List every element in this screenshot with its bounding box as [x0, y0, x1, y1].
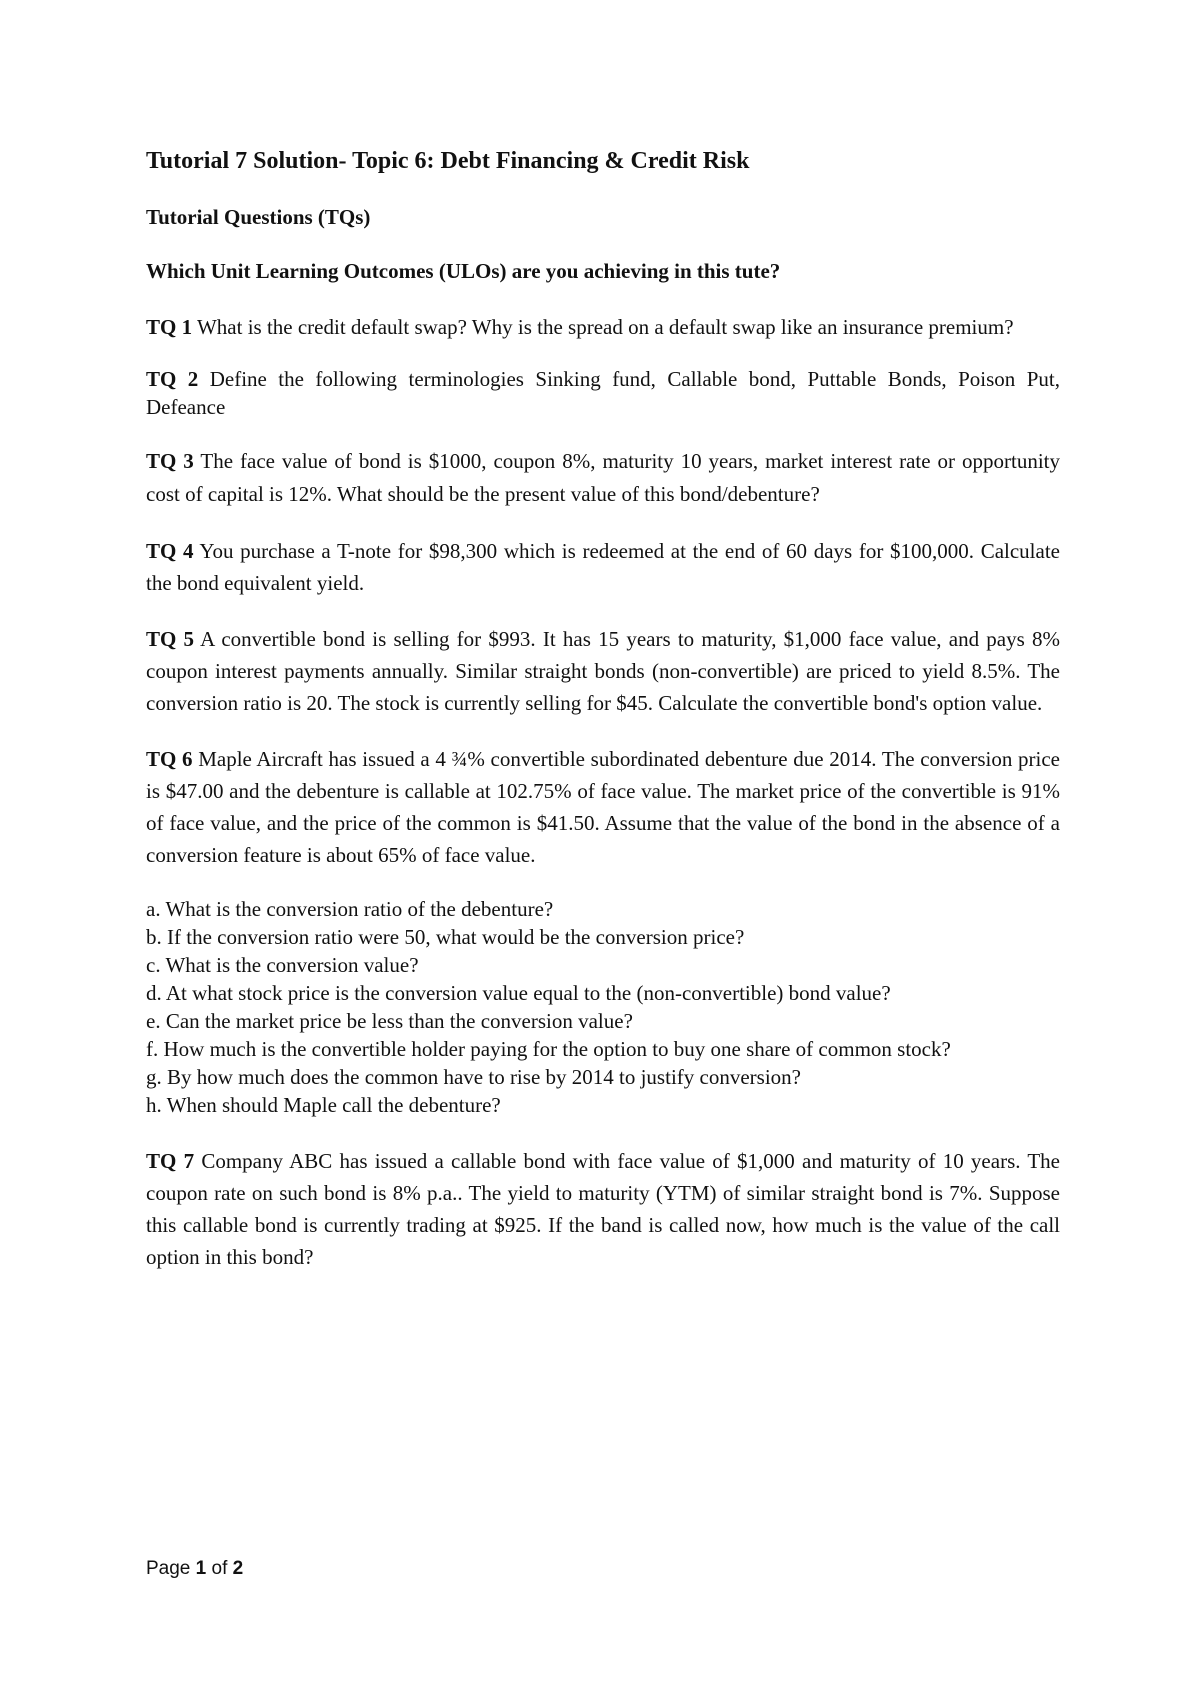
ulo-question: Which Unit Learning Outcomes (ULOs) are you achieving in this tute? [146, 259, 781, 284]
question-text: Company ABC has issued a callable bond with face value of $1,000 and maturity of 10 years. The coupon rate on such bond is 8% p.a.. The yield to maturity (YTM) of similar straight bond is 7%. Suppose this callable bond is currently trading at $925. If the band is called now, how much is the value of the call option in this bond? [146, 1148, 1061, 1269]
document-title: Tutorial 7 Solution- Topic 6: Debt Financing & Credit Risk [146, 148, 750, 174]
question-tq7 [146, 1145, 1060, 1273]
question-label: TQ 7 [146, 1148, 195, 1173]
question-label: TQ 6 [146, 746, 193, 771]
of-word: of [206, 1558, 233, 1579]
question-text: Maple Aircraft has issued a 4 ¾% convertible subordinated debenture due 2014. The conversion price is $47.00 and the debenture is callable at 102.75% of face value. The market price of the convertible is 91% of face value, and the price of the common is $41.50. Assume that the value of the bond in the absence of a conversion feature is about 65% of face value. [146, 746, 1060, 867]
list-item: e. Can the market price be less than the conversion value? [146, 1008, 633, 1033]
page-number-footer [146, 1558, 243, 1580]
list-item: a. What is the conversion ratio of the debenture? [146, 896, 554, 921]
section-heading: Tutorial Questions (TQs) [146, 205, 371, 229]
question-tq5 [146, 623, 1060, 719]
question-text: Define the following terminologies Sinking fund, Callable bond, Puttable Bonds, Poison Put, Defeance [146, 366, 1060, 419]
question-label: TQ 1 [146, 314, 193, 339]
question-label: TQ 4 [146, 538, 194, 563]
list-item: f. How much is the convertible holder paying for the option to buy one share of common stock? [146, 1036, 951, 1061]
question-label: TQ 2 [146, 366, 199, 391]
question-text: A convertible bond is selling for $993. It has 15 years to maturity, $1,000 face value, and pays 8% coupon interest payments annually. Similar straight bonds (non-convertible) are priced to yield 8.5%. The conversion ratio is 20. The stock is currently selling for $45. Calculate the convertible bond's option value. [146, 626, 1060, 715]
list-item: c. What is the conversion value? [146, 952, 419, 977]
tq6-parts-list [146, 895, 1060, 1119]
page-word: Page [146, 1558, 196, 1579]
question-tq4 [146, 535, 1060, 599]
list-item: d. At what stock price is the conversion value equal to the (non-convertible) bond value? [146, 980, 891, 1005]
question-label: TQ 3 [146, 448, 194, 473]
question-tq3 [146, 445, 1060, 511]
page-current: 1 [195, 1558, 207, 1579]
question-text: You purchase a T-note for $98,300 which is redeemed at the end of 60 days for $100,000. Calculate the bond equivalent yield. [146, 538, 1060, 595]
page-total: 2 [232, 1558, 244, 1579]
question-tq2 [146, 365, 1060, 421]
question-label: TQ 5 [146, 626, 195, 651]
list-item: g. By how much does the common have to rise by 2014 to justify conversion? [146, 1064, 801, 1089]
list-item: h. When should Maple call the debenture? [146, 1092, 501, 1117]
question-tq6 [146, 743, 1060, 871]
question-tq1 [146, 313, 1060, 341]
document-body [146, 146, 1060, 1297]
question-text: The face value of bond is $1000, coupon 8%, maturity 10 years, market interest rate or opportunity cost of capital is 12%. What should be the present value of this bond/debenture? [146, 448, 1061, 506]
question-text: What is the credit default swap? Why is the spread on a default swap like an insurance premium? [192, 314, 1014, 339]
list-item: b. If the conversion ratio were 50, what would be the conversion price? [146, 924, 745, 949]
